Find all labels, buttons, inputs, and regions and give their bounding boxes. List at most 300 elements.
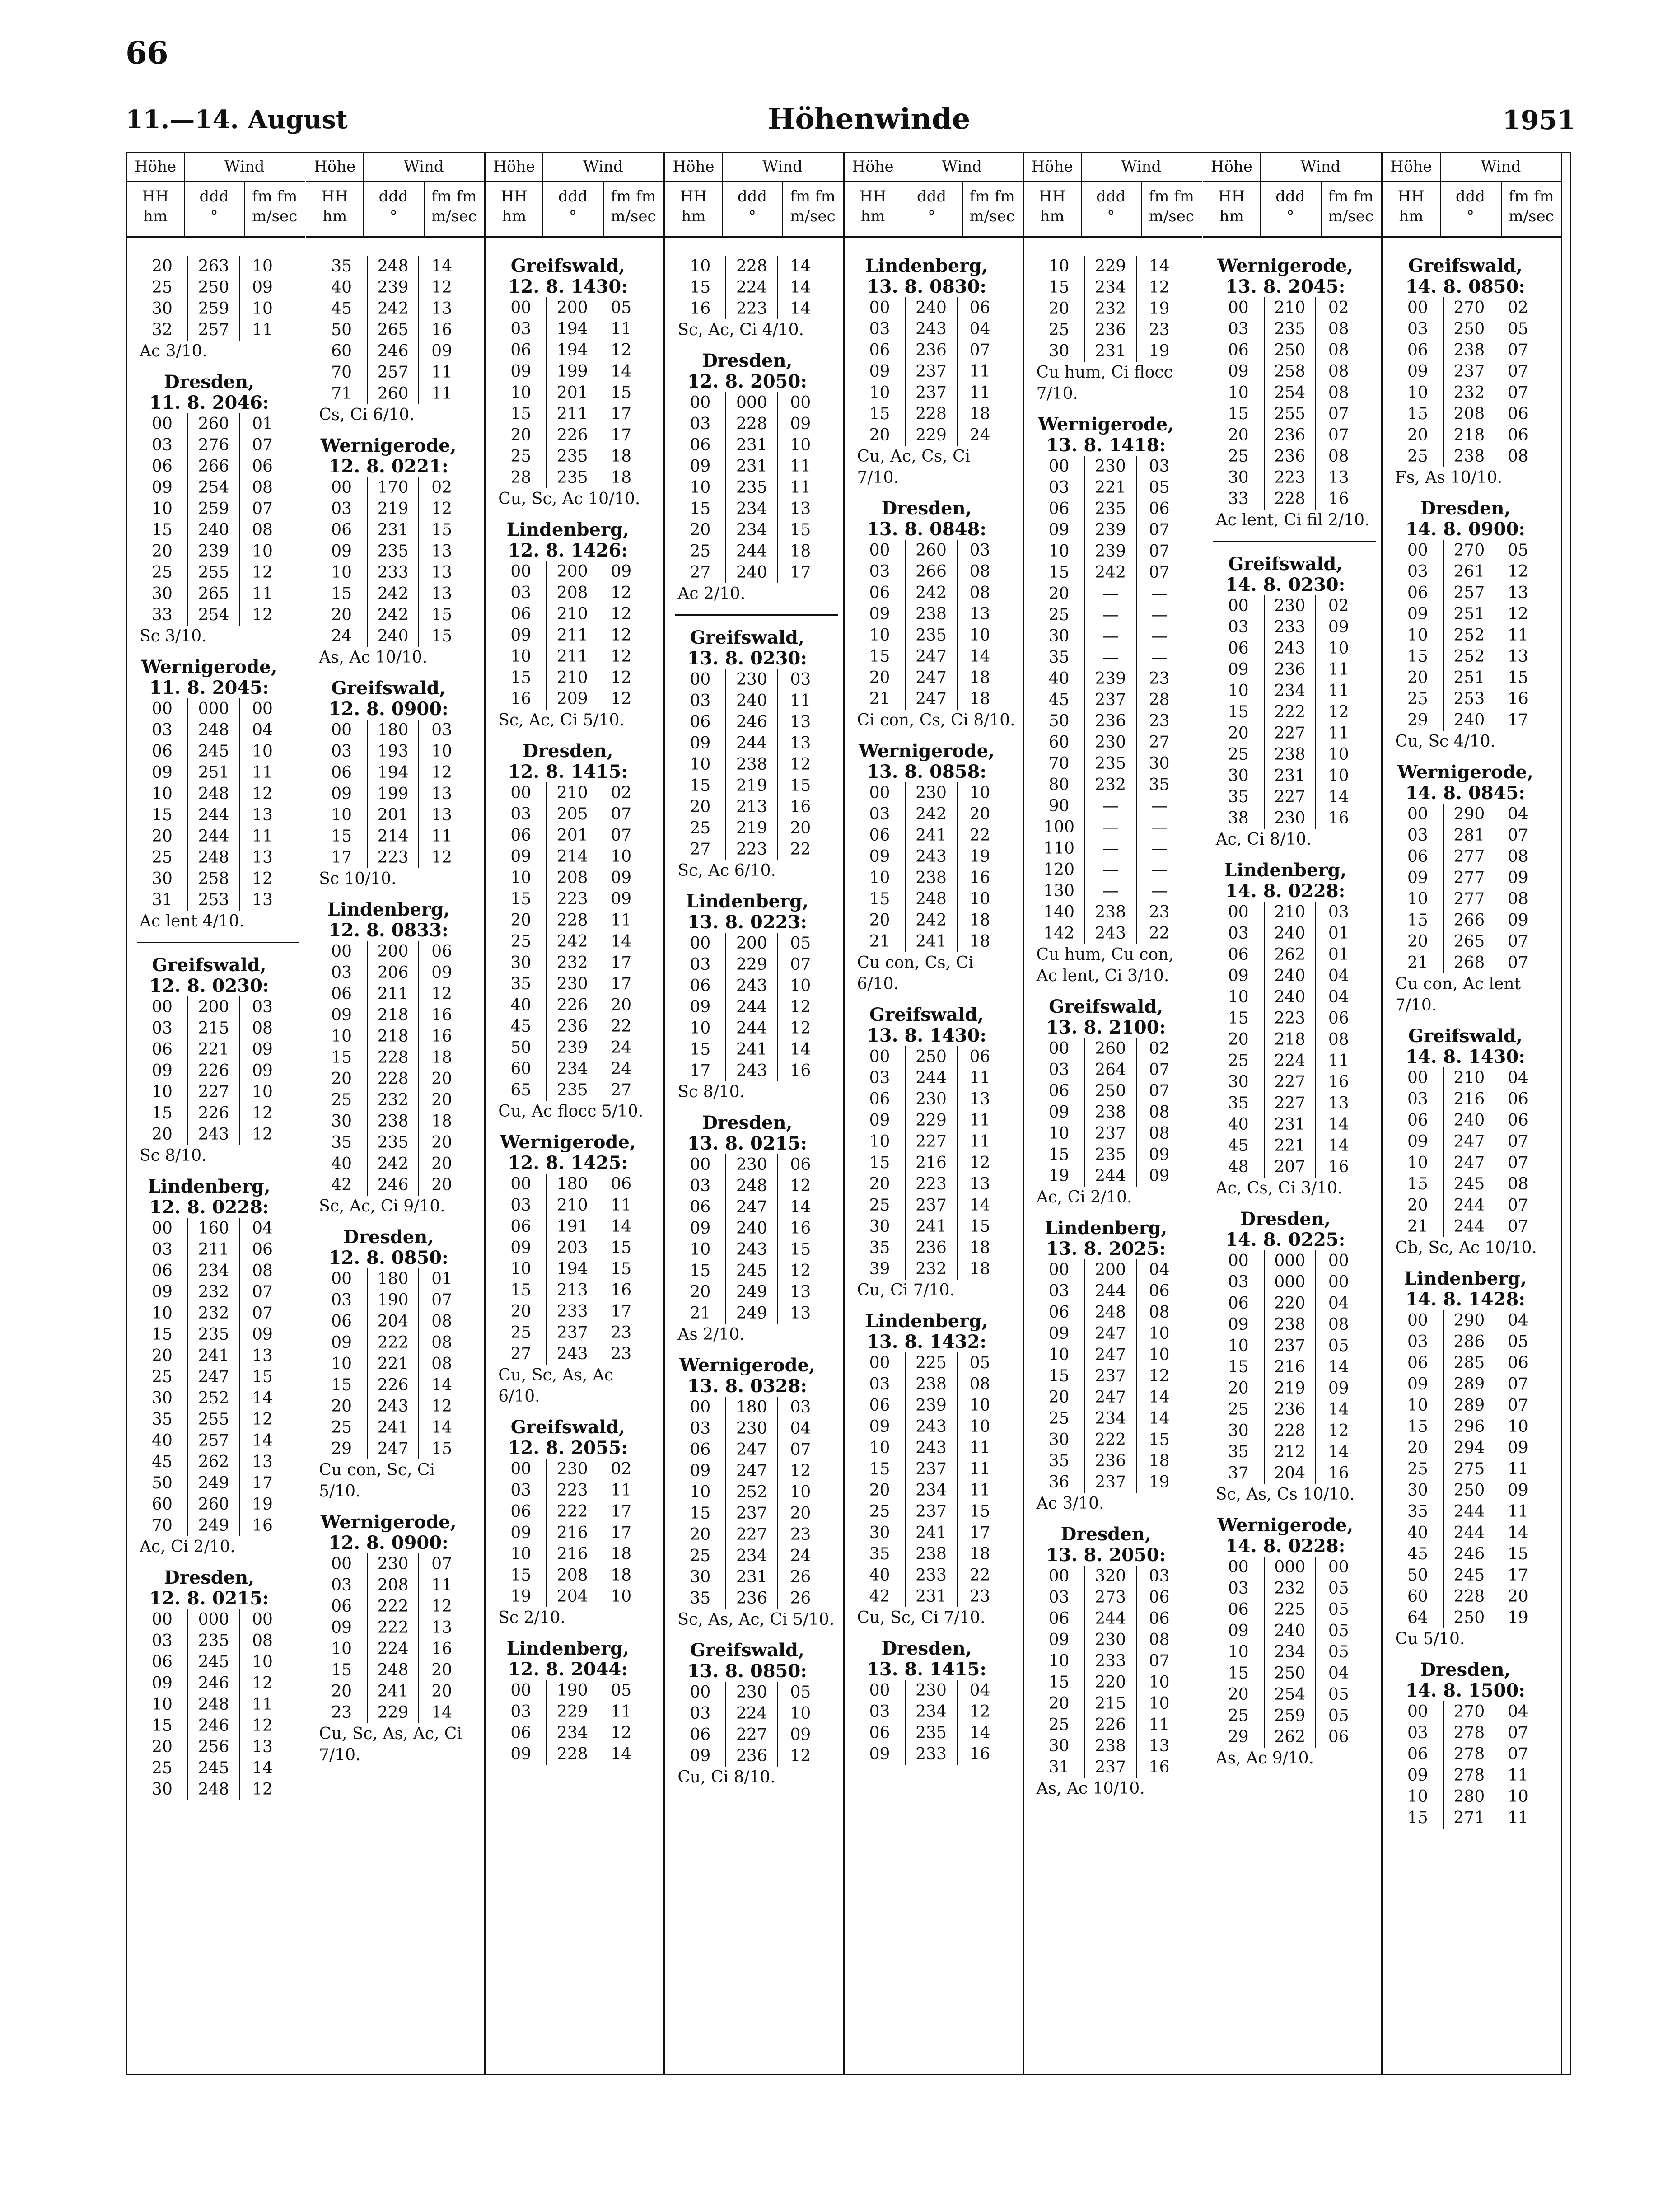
height-value: 60 [152,1495,173,1514]
speed-unit-label: m/sec [1509,207,1554,225]
table-row [1213,1420,1376,1441]
table-row [316,1290,479,1311]
degree-label: ° [928,207,936,225]
table-row [1034,1714,1196,1735]
hm-label: hm [681,207,706,225]
direction-value: 204 [367,1311,419,1332]
degree-label: ° [1286,207,1294,225]
direction-value: 232 [905,1258,958,1280]
height-value: 03 [1048,1588,1070,1607]
table-row [1213,1050,1376,1071]
table-row [316,1132,479,1153]
direction-value: 277 [1443,867,1495,889]
height-value: 00 [1228,903,1249,921]
table-row [137,1758,299,1779]
speed-value: 15 [431,627,453,645]
cloud-note: Ac, Ci 8/10. [1215,830,1312,849]
table-row [675,1303,837,1324]
degree-label: ° [748,207,756,225]
direction-value: 180 [367,1268,419,1290]
station-name: Dresden, [881,1638,972,1659]
hm-label: hm [1040,207,1065,225]
speed-value: 14 [1149,1409,1170,1428]
speed-value: 15 [1149,1431,1170,1449]
table-row [1392,1722,1556,1744]
table-row [1392,1437,1556,1459]
speed-value: 19 [1149,342,1170,360]
direction-value: 237 [1084,1757,1137,1778]
table-row [1213,786,1376,808]
speed-value: 12 [431,278,453,297]
direction-value: 252 [1443,625,1495,646]
cloud-note: Sc 10/10. [319,870,397,888]
speed-value: 05 [1507,541,1528,560]
speed-value: 20 [431,1155,453,1173]
table-row [137,562,299,583]
direction-value: 240 [725,562,778,583]
table-row [1213,1684,1376,1705]
ddd-label: ddd [1275,187,1305,206]
direction-value: 223 [905,1174,958,1195]
direction-value: 238 [1443,340,1495,361]
table-row [1392,1395,1556,1416]
speed-value: 12 [252,1674,273,1693]
table-row [1392,1565,1556,1586]
table-row [495,1058,658,1080]
speed-value: 12 [611,1724,632,1742]
height-value: 50 [510,1038,532,1057]
height-value: 09 [152,763,173,782]
speed-value: 04 [252,1219,273,1238]
height-value: 30 [152,585,173,603]
speed-value: 10 [1507,1417,1528,1436]
station-column [306,153,486,2074]
speed-value: 07 [1507,1154,1528,1172]
table-row [1034,1102,1196,1123]
speed-value: 02 [1507,299,1528,317]
station-name: Lindenberg, [506,519,629,540]
speed-value: 11 [611,1481,632,1500]
speed-value: 08 [1328,320,1349,338]
direction-value: 227 [1264,723,1316,744]
speed-value: 13 [252,891,273,909]
table-row [1034,1323,1196,1344]
speed-value: 17 [790,563,811,582]
height-value: 15 [1407,911,1428,930]
height-value: 30 [1048,627,1070,645]
speed-value: 07 [1149,521,1170,539]
table-row [137,1494,299,1515]
direction-value: 236 [1084,711,1137,732]
table-row [1213,595,1376,617]
height-value: 35 [510,975,532,993]
direction-value: 250 [187,277,240,298]
speed-value: 04 [1149,1261,1170,1279]
direction-value: 223 [546,889,598,910]
direction-value: 235 [187,1630,240,1651]
height-value: 06 [152,742,173,761]
direction-value: 271 [1443,1807,1495,1829]
table-row [675,1524,837,1545]
cloud-note: Ac, Cs, Ci 3/10. [1215,1179,1343,1197]
height-value: 03 [869,1375,890,1394]
speed-value: 05 [1507,1333,1528,1351]
direction-value: 238 [1084,902,1137,923]
height-value: 20 [1407,932,1428,951]
table-row [137,1018,299,1039]
direction-value: 231 [1264,765,1316,786]
direction-value: 201 [546,382,598,403]
direction-value: 243 [1264,638,1316,659]
table-row [675,1260,837,1281]
height-value: 15 [1048,1673,1070,1692]
speed-value: 13 [790,713,811,731]
table-row [1034,795,1196,817]
direction-value: 247 [725,1197,778,1218]
table-row [1392,1416,1556,1437]
speed-value: 12 [1507,562,1528,581]
table-row [137,1324,299,1345]
table-row [675,277,837,298]
table-row [1392,1543,1556,1565]
speed-value: 12 [611,690,632,708]
table-row [1034,477,1196,498]
direction-value: 211 [367,983,419,1005]
table-row [137,1736,299,1758]
height-value: 03 [510,805,532,823]
observation-time: 13. 8. 0223: [687,912,808,933]
direction-value: 251 [1443,667,1495,688]
speed-value: 22 [790,840,811,859]
height-value: 30 [152,299,173,318]
fm-label: fm fm [1149,187,1194,206]
direction-value: 210 [1264,902,1316,923]
speed-value: 12 [969,1154,990,1172]
speed-value: 11 [969,1111,990,1130]
speed-value: 20 [969,805,990,823]
observation-time: 13. 8. 2050: [1046,1544,1166,1566]
speed-value: 14 [790,1040,811,1059]
height-value: 71 [331,384,352,403]
height-value: 65 [510,1081,532,1099]
speed-value: 13 [431,785,453,803]
speed-value: 11 [969,1069,990,1087]
speed-value: 08 [1149,1303,1170,1322]
speed-value: 08 [252,1632,273,1650]
direction-value: 243 [725,975,778,996]
height-value: 00 [690,934,711,953]
direction-value: 222 [546,1501,598,1522]
station-name: Dresden, [163,371,255,393]
height-value: 50 [1407,1566,1428,1585]
height-value: 00 [152,700,173,718]
speed-unit-label: m/sec [1328,207,1374,225]
speed-value: 12 [252,870,273,888]
height-value: 140 [1043,903,1074,921]
direction-value: 210 [546,1195,598,1216]
speed-value: 05 [1328,1579,1349,1598]
cloud-note: Ac 3/10. [140,342,207,360]
direction-value: 289 [1443,1374,1495,1395]
height-value: 09 [1048,521,1070,539]
height-value: 20 [331,1397,352,1416]
speed-value: 14 [790,1198,811,1216]
table-row [675,256,837,277]
table-row [316,741,479,762]
speed-value: 08 [969,1375,990,1394]
height-value: 06 [1048,1082,1070,1100]
table-row [137,1260,299,1281]
hh-label: HH [1039,187,1066,206]
speed-value: 11 [431,384,453,403]
height-value: 00 [331,1555,352,1573]
speed-value: 20 [431,1682,453,1701]
table-row [316,256,479,277]
table-row [1392,1765,1556,1786]
direction-value: 248 [187,1694,240,1715]
direction-value: 233 [1084,1651,1137,1672]
height-value: 06 [510,1502,532,1521]
direction-value: — [1084,583,1137,604]
direction-value: 257 [187,319,240,341]
speed-value: 11 [1328,724,1349,743]
table-row [1213,403,1376,425]
cloud-note: Cu hum, Cu con, Ac lent, Ci 3/10. [1036,945,1174,985]
height-value: 00 [869,1681,890,1700]
direction-value: 219 [725,818,778,839]
direction-value: 208 [546,1565,598,1586]
speed-value: 10 [252,1653,273,1671]
height-value: 03 [690,1177,711,1195]
sounding-block [316,1227,479,1502]
direction-value: 244 [725,996,778,1018]
height-value: 25 [690,1547,711,1565]
height-value: 80 [1048,776,1070,794]
height-value: 03 [869,320,890,338]
direction-value: 233 [1264,617,1316,638]
sounding-block [1034,1218,1196,1514]
table-row [495,952,658,973]
direction-value: 227 [725,1724,778,1745]
height-value: 17 [331,848,352,867]
direction-value: 200 [1084,1259,1137,1281]
table-row [675,1397,837,1418]
direction-value: 234 [1084,1408,1137,1429]
cloud-note: Cu, Sc 4/10. [1395,732,1496,751]
sounding-block [316,1512,479,1766]
speed-value: 14 [790,257,811,276]
direction-value: 214 [367,826,419,847]
height-value: 31 [152,891,173,909]
direction-value: 253 [187,889,240,911]
column-body [486,238,663,1765]
table-row [137,604,299,626]
height-value: 03 [1407,562,1428,581]
sounding-block [675,351,837,604]
height-value: 10 [1407,890,1428,908]
direction-value: 266 [187,456,240,477]
direction-value: 213 [546,1280,598,1301]
direction-value: 243 [187,1124,240,1145]
height-value: 20 [869,1175,890,1193]
speed-value: 13 [790,1283,811,1301]
height-value: 20 [152,542,173,561]
height-value: 21 [1407,954,1428,972]
height-value: 25 [1228,1052,1249,1070]
speed-value: 07 [1507,1375,1528,1394]
direction-value: 208 [367,1575,419,1596]
height-value: 33 [152,606,173,624]
height-value: 15 [152,521,173,539]
speed-value: 11 [431,1576,453,1595]
height-value: 50 [331,321,352,339]
speed-value: 12 [1149,1367,1170,1385]
height-value: 03 [152,1019,173,1038]
table-row [495,995,658,1016]
direction-value: 241 [905,1216,958,1237]
station-name: Lindenberg, [1045,1217,1168,1239]
table-row [1392,540,1556,561]
table-row [1034,880,1196,902]
column-body [306,238,484,1766]
direction-value: 220 [1264,1293,1316,1314]
speed-value: 09 [1149,1146,1170,1164]
speed-value: 03 [1328,903,1349,921]
speed-value: 04 [1507,805,1528,823]
speed-value: 16 [1149,1758,1170,1777]
fm-label: fm fm [431,187,477,206]
speed-value: 09 [1507,1481,1528,1500]
speed-value: 12 [431,1397,453,1416]
height-value: 20 [152,1738,173,1756]
table-row [1392,952,1556,973]
height-value: 00 [152,415,173,433]
station-column [665,153,844,2074]
station-name: Dresden, [343,1226,434,1248]
direction-value: 236 [725,1588,778,1609]
speed-value: 12 [1328,1422,1349,1440]
direction-value: 260 [905,540,958,561]
table-row [137,298,299,319]
height-value: 60 [331,342,352,360]
cloud-note: Ac 3/10. [1036,1494,1104,1513]
direction-value: 211 [546,403,598,425]
direction-value: 280 [1443,1786,1495,1807]
height-value: 20 [690,798,711,816]
direction-value: 242 [905,582,958,603]
cloud-note: Sc, As, Ac, Ci 5/10. [677,1610,835,1629]
speed-value: 00 [1328,1252,1349,1270]
height-value: 06 [690,1726,711,1744]
speed-unit-label: m/sec [252,207,298,225]
height-value: 00 [510,1681,532,1700]
table-row [675,477,837,498]
speed-value: 04 [1328,1294,1349,1313]
table-row [855,1216,1017,1237]
height-value: 06 [690,1198,711,1216]
speed-value: 00 [1328,1558,1349,1576]
table-row [137,1630,299,1651]
speed-value: 02 [431,478,453,497]
speed-value: 10 [790,436,811,454]
speed-value: 18 [790,542,811,561]
sounding-block [1213,1515,1376,1769]
observation-time: 13. 8. 2025: [1046,1238,1166,1259]
speed-value: 13 [1149,1737,1170,1755]
direction-value: 228 [725,256,778,277]
observation-time: 13. 8. 1418: [1046,435,1166,456]
height-value: 15 [510,405,532,423]
speed-value: 14 [611,932,632,951]
direction-value: 228 [1264,488,1316,510]
station-name: Wernigerode, [320,1511,457,1533]
speed-value: 08 [1149,1103,1170,1122]
table-row [495,1280,658,1301]
station-name: Greifswald, [690,627,804,648]
height-value: 10 [869,626,890,645]
direction-value: 239 [905,1395,958,1416]
observation-time: 13. 8. 0215: [687,1133,808,1154]
table-row [316,519,479,541]
height-value: 100 [1043,818,1074,837]
direction-value: 228 [905,403,958,425]
station-name: Greifswald, [152,954,266,976]
speed-value: 09 [252,1062,273,1080]
height-value: 09 [1048,1103,1070,1122]
speed-value: 15 [790,521,811,539]
height-value: 06 [331,521,352,539]
table-row [1392,867,1556,889]
speed-value: 17 [611,975,632,993]
fm-label: fm fm [790,187,836,206]
table-row [675,1588,837,1609]
speed-value: 12 [252,606,273,624]
table-row [855,1352,1017,1374]
direction-value: 216 [546,1543,598,1565]
table-row [137,1673,299,1694]
sounding-block [495,741,658,1122]
speed-value: 16 [431,321,453,339]
height-value: 20 [152,257,173,276]
speed-value: 11 [431,363,453,382]
height-value: 25 [1407,690,1428,708]
sounding-block [855,1638,1017,1765]
table-row [675,1039,837,1060]
table-row [1213,1399,1376,1420]
table-row [1392,1067,1556,1089]
speed-value: 07 [1149,1082,1170,1100]
speed-value: 05 [611,1681,632,1700]
direction-value: 265 [1443,931,1495,952]
height-value: 03 [152,1240,173,1259]
height-value: 06 [1407,1111,1428,1130]
speed-value: 14 [611,1217,632,1236]
cloud-note: Ac lent, Ci fil 2/10. [1215,511,1370,529]
direction-value: 244 [1443,1501,1495,1522]
height-value: 20 [869,669,890,687]
direction-value: 231 [1264,1114,1316,1135]
table-row [316,1068,479,1090]
direction-value: 245 [725,1260,778,1281]
speed-value: — [1151,606,1168,624]
direction-value: 240 [1443,1110,1495,1131]
direction-value: 232 [187,1303,240,1324]
height-value: 30 [1228,1073,1249,1091]
direction-value: 206 [367,962,419,983]
height-value: 09 [1228,362,1249,381]
speed-value: 07 [969,341,990,360]
table-row [137,847,299,868]
